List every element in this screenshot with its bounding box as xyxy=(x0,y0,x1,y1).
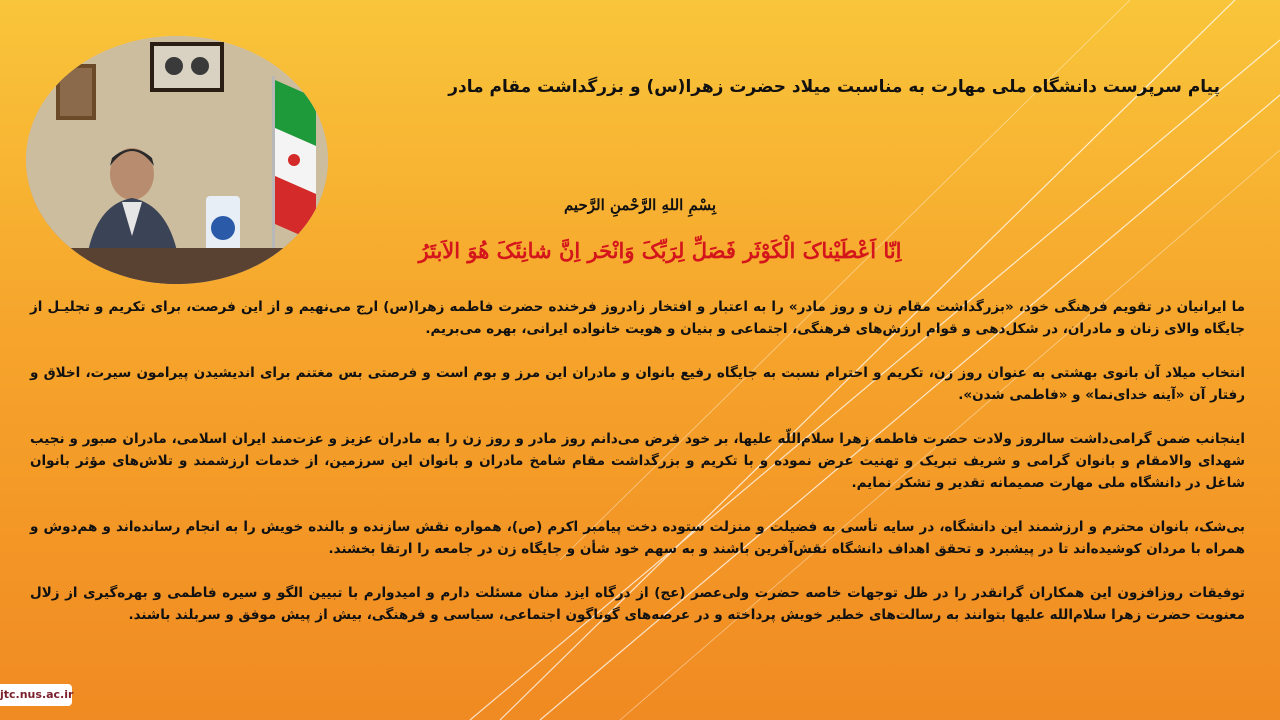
official-photo xyxy=(26,36,328,284)
page-title: پیام سرپرست دانشگاه ملی مهارت به مناسبت میلاد حضرت زهرا(س) و بزرگداشت مقام مادر xyxy=(448,77,1220,97)
site-url-badge[interactable]: jtc.nus.ac.ir xyxy=(0,684,72,706)
quran-verse: اِنّا اَعْطَیْناکَ الْکَوْثَر فَصَلِّ لِرَبِّکَ وَانْحَر اِنَّ شانِئَکَ هُوَ الاَبتَرُ xyxy=(418,238,902,263)
message-paragraph: بی‌شک، بانوان محترم و ارزشمند این دانشگاه، در سایه تأسی به فضیلت و منزلت ستوده دخت پیامبر اکرم (ص)، همواره نقش سازنده و بالنده خویش را به انجام رسانده‌اند و هم‌دوش و همراه با مردان کوشیده‌اند تا در پیشبرد و تحقق اهداف دانشگاه نقش‌آفرین باشند و به سهم خود شأن و جایگاه زن در جامعه را ارتقا بخشند. xyxy=(30,519,1245,557)
message-body xyxy=(30,296,1245,648)
message-paragraph: توفیقات روزافزون این همکاران گرانقدر را در ظل توجهات خاصه حضرت ولی‌عصر (عج) از درگاه ایزد منان مسئلت دارم و امیدوارم با تبیین الگو و سیره فاطمی و بهره‌گیری از زلال معنویت حضرت زهرا سلام‌الله علیها بتوانند به رسالت‌های خطیر خویش پرداخته و در عرصه‌های گوناگون اجتماعی، سیاسی و فرهنگی، بیش از پیش موفق و سربلند باشند. xyxy=(30,585,1245,623)
message-paragraph: انتخاب میلاد آن بانوی بهشتی به عنوان روز زن، تکریم و احترام نسبت به جایگاه رفیع بانوان و مادران این مرز و بوم است و فرصتی بس مغتنم برای اندیشیدن پیرامون سیرت، اخلاق و رفتار آن «آینه خدای‌نما» و «فاطمی شدن». xyxy=(30,365,1245,403)
bismillah-text: بِسْمِ اللهِ الرَّحْمنِ الرَّحیم xyxy=(563,196,717,214)
message-paragraph: اینجانب ضمن گرامی‌داشت سالروز ولادت حضرت فاطمه زهرا سلام‌اللّه علیها، بر خود فرض می‌دانم روز مادر و روز زن را به مادران عزیز و عزت‌مند ایران اسلامی، مادران صبور و نجیب شهدای والامقام و بانوان گرامی و شریف تبریک و تهنیت عرض نموده و با تکریم و بزرگداشت مقام شامخ مادران و بانوان این سرزمین، از خدمات ارزشمند و تلاش‌های مؤثر بانوان شاغل در دانشگاه ملی مهارت صمیمانه تقدیر و تشکر نمایم. xyxy=(30,431,1245,491)
message-paragraph: ما ایرانیان در تقویم فرهنگی خود، «بزرگداشت مقام زن و روز مادر» را به اعتبار و افتخار زادروز فرخنده حضرت فاطمه زهرا(س) ارج می‌نهیم و از این فرصت، برای تکریم و تجلیـل از جایگاه والای زنان و مادران، در شکل‌دهی و قوام ارزش‌های فرهنگی، اجتماعی و بنیان و هویت خانواده ایرانی، بهره می‌بریم. xyxy=(30,299,1245,337)
